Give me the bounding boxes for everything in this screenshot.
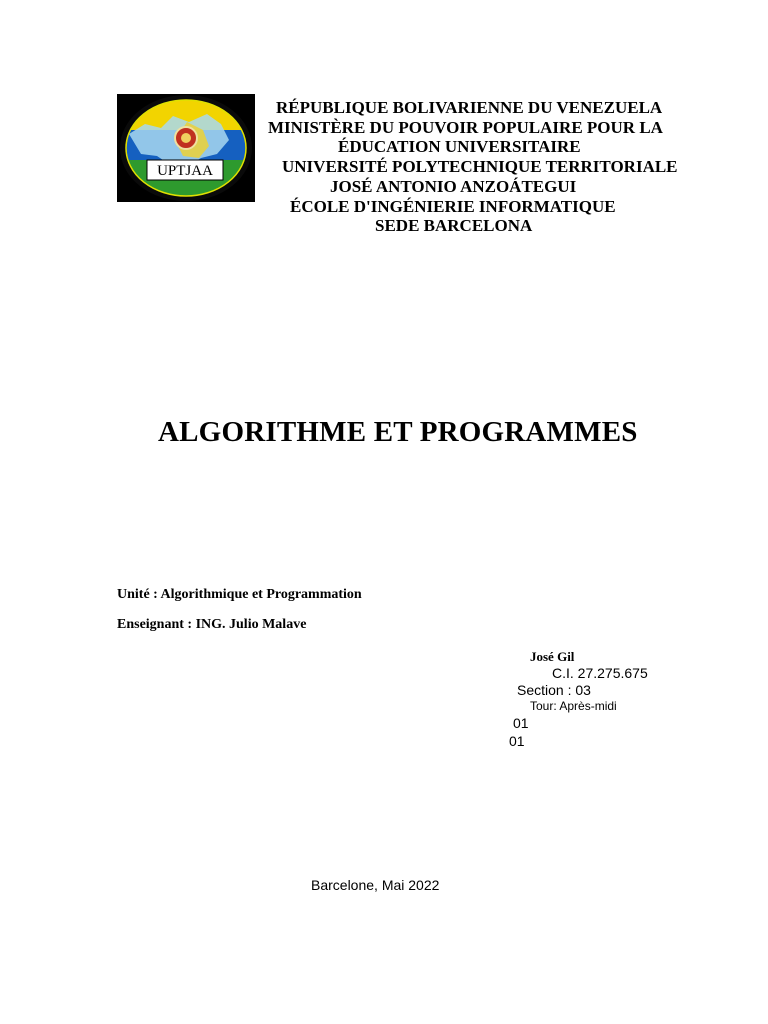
student-extra-2: 01: [509, 733, 525, 749]
header-line-university-name: JOSÉ ANTONIO ANZOÁTEGUI: [330, 177, 577, 196]
student-shift: Tour: Après-midi: [530, 699, 617, 713]
uptjaa-emblem-icon: [117, 94, 255, 202]
header-line-education: ÉDUCATION UNIVERSITAIRE: [338, 137, 581, 156]
course-unit: Unité : Algorithmique et Programmation: [117, 587, 362, 602]
header-line-school: ÉCOLE D'INGÉNIERIE INFORMATIQUE: [290, 197, 616, 216]
header-line-republic: RÉPUBLIQUE BOLIVARIENNE DU VENEZUELA: [276, 98, 663, 117]
header-line-university: UNIVERSITÉ POLYTECHNIQUE TERRITORIALE: [282, 157, 678, 176]
place-date: Barcelone, Mai 2022: [311, 877, 440, 893]
student-name: José Gil: [530, 649, 575, 664]
university-logo: [117, 94, 255, 202]
student-extra-1: 01: [513, 715, 529, 731]
course-teacher: Enseignant : ING. Julio Malave: [117, 617, 307, 632]
header-line-campus: SEDE BARCELONA: [375, 216, 533, 235]
student-section: Section : 03: [517, 682, 591, 698]
document-title: ALGORITHME ET PROGRAMMES: [158, 416, 638, 448]
header-line-ministry: MINISTÈRE DU POUVOIR POPULAIRE POUR LA: [268, 118, 663, 137]
student-id: C.I. 27.275.675: [552, 665, 648, 681]
logo-label: UPTJAA: [157, 163, 213, 179]
